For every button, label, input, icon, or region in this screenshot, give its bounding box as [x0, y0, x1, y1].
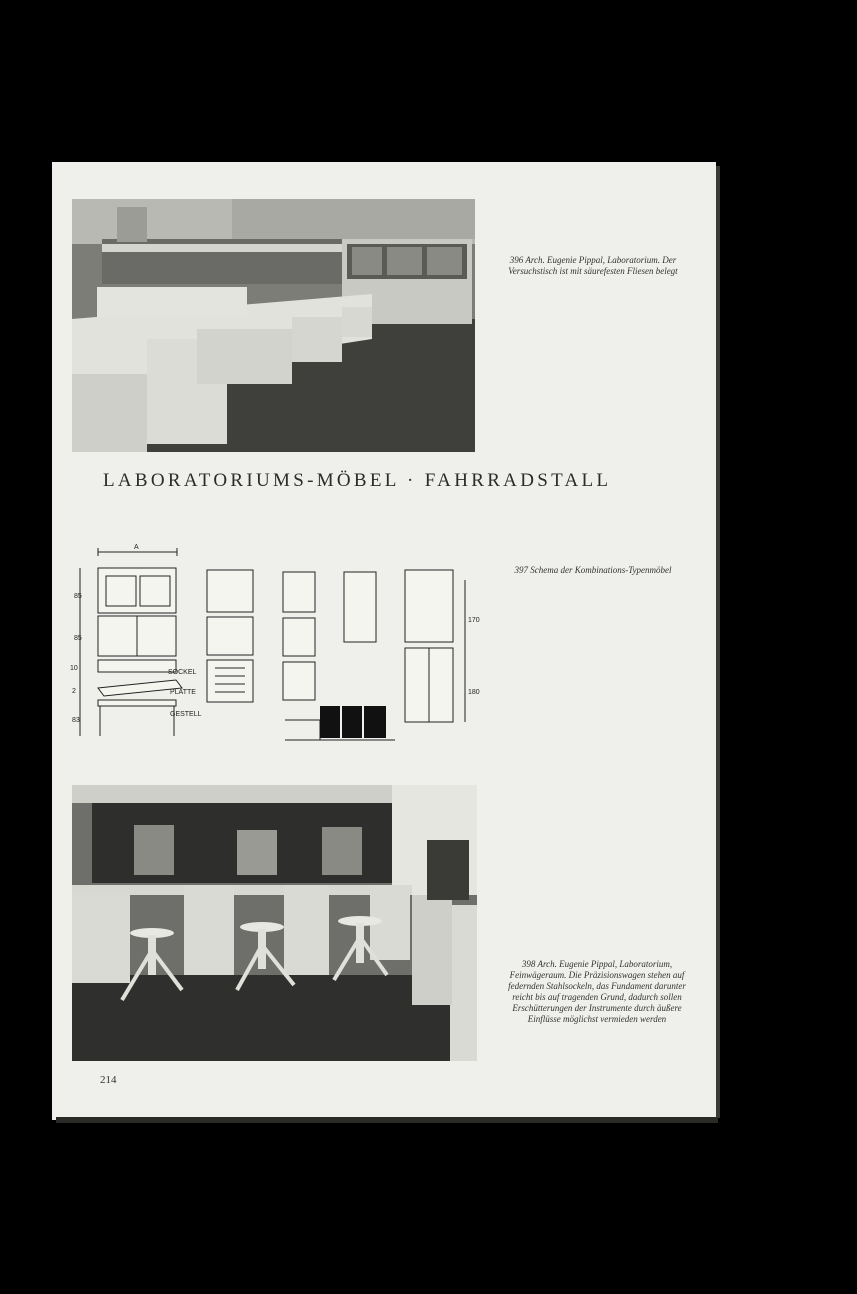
dim-2: 2 [72, 688, 76, 695]
dim-a-label: A [134, 544, 139, 551]
page-bottom-edge [56, 1117, 718, 1123]
caption-398: 398 Arch. Eugenie Pippal, Laboratorium, Feinwägeraum. Die Präzisionswagen stehen auf federnden Stahlsockeln, das Fundament darunter reicht bis auf tragenden Grund, dadurch sollen Erschütterungen der Instrumente durch äußere Einflüsse möglichst vermieden werden [508, 959, 686, 1024]
dim-85-top: 85 [74, 593, 82, 600]
photo-laboratory [72, 199, 475, 452]
caption-397: 397 Schema der Kombinations-Typenmöbel [514, 565, 672, 575]
label-platte: PLATTE [170, 689, 196, 696]
label-sockel: SOCKEL [168, 669, 197, 676]
photo-weighing-room [72, 785, 477, 1061]
furniture-schema-diagram [70, 540, 490, 750]
page-title: LABORATORIUMS-MÖBEL · FAHRRADSTALL [103, 470, 612, 491]
dim-170: 170 [468, 617, 480, 624]
label-gestell: GESTELL [170, 711, 202, 718]
dim-180: 180 [468, 689, 480, 696]
page-edge [716, 166, 720, 1118]
dim-10: 10 [70, 665, 78, 672]
dim-85-mid: 85 [74, 635, 82, 642]
page-number: 214 [100, 1074, 117, 1086]
caption-396: 396 Arch. Eugenie Pippal, Laboratorium. Der Versuchstisch ist mit säurefesten Fliesen belegt [508, 255, 678, 276]
dim-83: 83 [72, 717, 80, 724]
